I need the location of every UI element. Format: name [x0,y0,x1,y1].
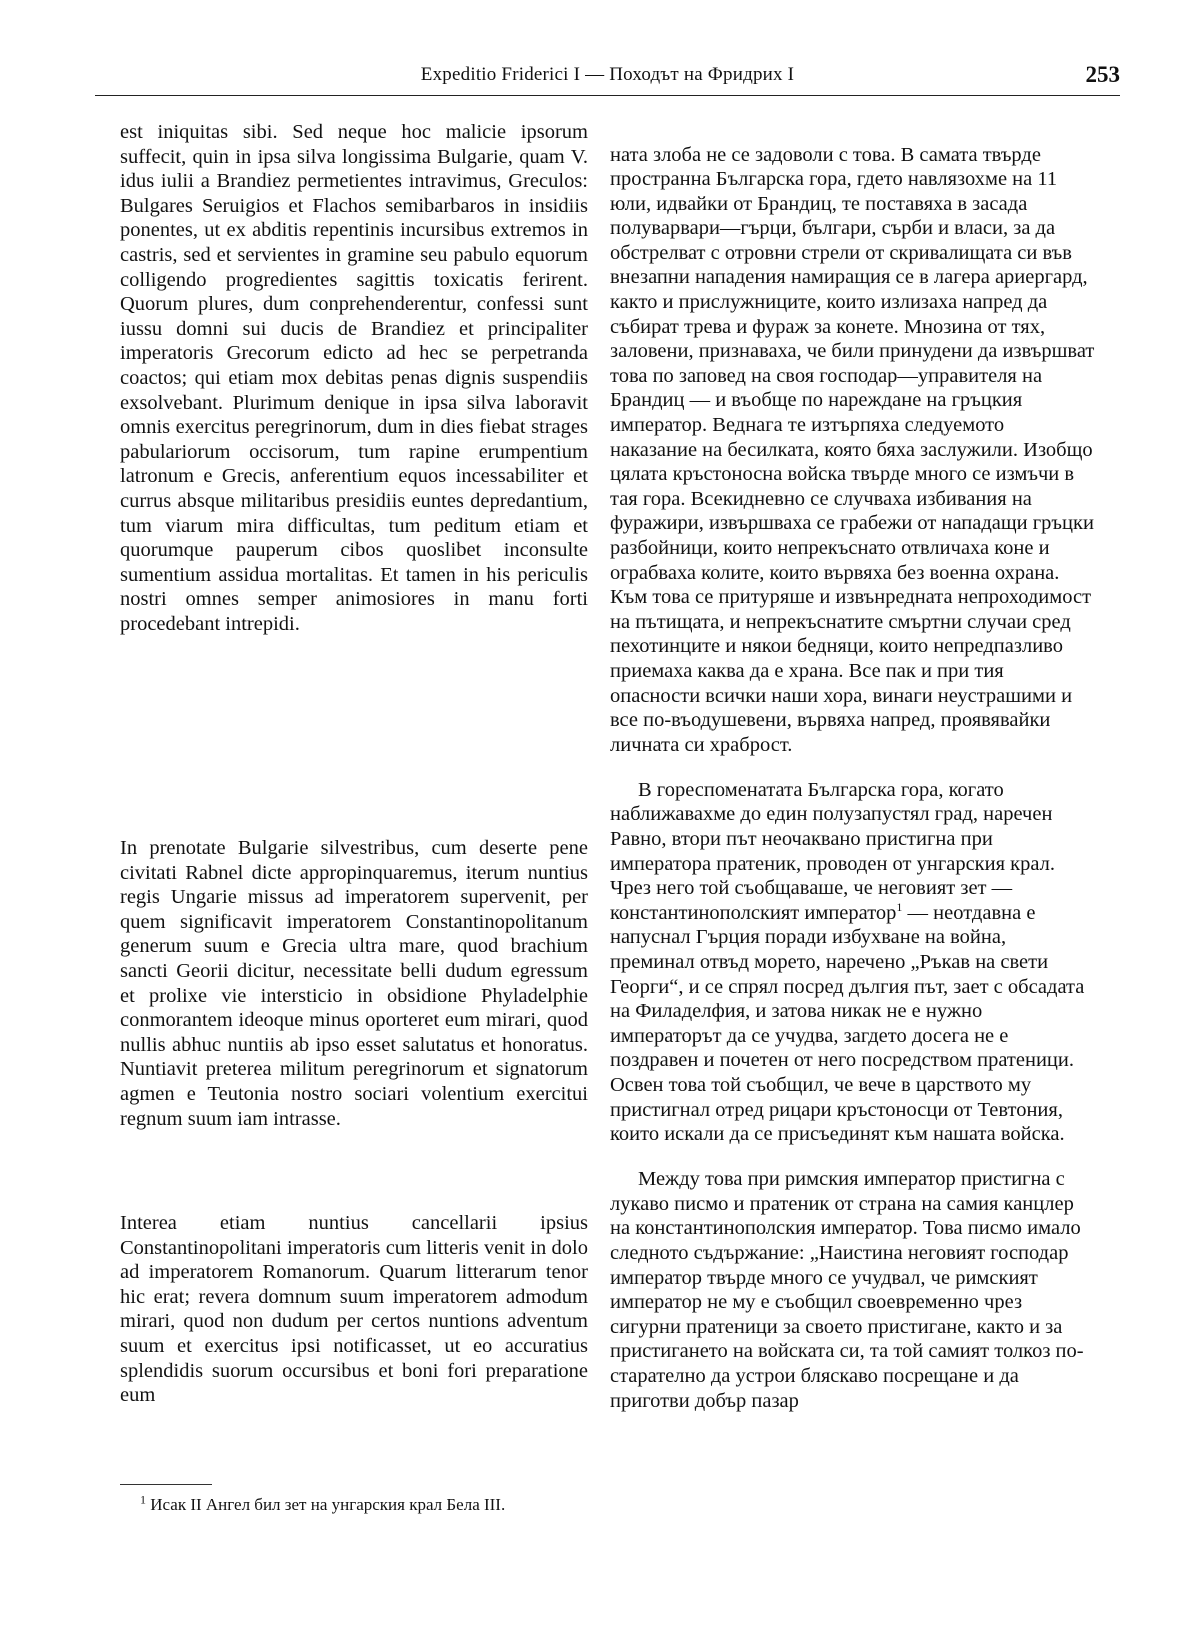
latin-column-block-1 [120,120,588,636]
bulgarian-paragraph-3: Между това при римския император пристигна с лукаво писмо и пратеник от страна на самия канцлер на константинополския император. Това писмо имало следното съдържание: „Наистина неговият господар император твърде много се учудвал, че римският император не му е съобщил своевременно чрез сигурни пратеници за своето пристигане, както и за пристигането на войската си, та той самият толкоз по-старателно да устрои бляскаво посрещане и да приготви добър пазар [610,1168,1084,1412]
latin-column-block-3 [120,1211,588,1408]
bulgarian-paragraph-2-text-b: — неотдавна е напуснал Гърция поради избухване на война, преминал отвъд морето, наречено „Ръкав на свети Георги“, и се спрял посред дългия път, зает с обсадата на Филаделфия, и затова никак не е нужно императорът да се учудва, загдето досега не е поздравен и почетен от него посредством пратеници. Освен това той съобщил, че вече в царството му пристигнал отред рицари кръстоносци от Тевтония, които искали да се присъединят към нашата войска. [610,901,1085,1146]
latin-paragraph-3: Interea etiam nuntius cancellarii ipsius Constantinopolitani imperatoris cum litteris venit in dolo ad imperatorem Romanorum. Quarum litterarum tenor hic erat; revera domnum suum imperatorem admodum mirari, quod non dudum per certos nuntions adventum suum et exercitus ipsi notificasset, ut eo accuratius splendidis suorum occursibus et boni fori preparatione eum [120,1212,588,1407]
latin-paragraph-1: est iniquitas sibi. Sed neque hoc malicie ipsorum suffecit, quin in ipsa silva longissima Bulgarie, quam V. idus iulii a Brandiez permetientes intravimus, Greculos: Bulgares Seruigios et Flachos semibarbaros in insidiis ponentes, ut ex abditis repentinis incursibus extremos in castris, sed et servientes in gramine seu pabulo equorum colligendo progredientes sagittis toxicatis ferirent. Quorum plures, dum conprehenderentur, confessi sunt iussu domni sui ducis de Brandiez et principaliter imperatoris Grecorum edicto ad hec se perpetranda coactos; qui etiam mox debitas penas dignis suspendiis exsolvebant. Plurimum denique in ipsa silva laboravit omnis exercitus peregrinorum, dum in dies fiebat strages pabulariorum occisorum, tum rapine erumpentium latronum e Grecis, anferentium equos incessabiliter et currus absque militaribus presidiis euntes depredantium, tum viarum mira difficultas, tum peditum etiam et quorumque pauperum cibos quoslibet inconsulte sumentium assidua mortalitas. Et tamen in his periculis nostri omnes semper animosiores in manu forti procedebant intrepidi. [120,121,588,635]
footnote-reference: 1 [896,899,903,914]
bulgarian-paragraph-1: ната злоба не се задоволи с това. В самата твърде пространна Българска гора, гдето навлязохме на 11 юли, идвайки от Брандиц, те поставяха в засада полуварвари—гърци, българи, сърби и власи, за да обстрелват с отровни стрели от скривалищата си във внезапни нападения намиращия се в лагера ариергард, както и прислужниците, които излизаха напред да събират трева и фураж за конете. Мнозина от тях, заловени, признаваха, че били принудени да извършват това по заповед на своя господар—управителя на Брандиц — и въобще по нареждане на гръцкия император. Веднага те изтърпяха следуемото наказание на бесилката, която бяха заслужили. Изобщо цялата кръстоносна войска твърде много се измъчи в тая гора. Всекидневно се случваха избивания на фуражири, извършваха се грабежи от нападащи гръцки разбойници, които непрекъснато отвличаха коне и ограбваха колите, които вървяха без военна охрана. Към това се притуряше и извънредната непроходимост на пътищата, и непрекъснатите смъртни случаи сред пехотинците и някои бедняци, които непредпазливо приемаха каква да е храна. Все пак и при тия опасности всички наши хора, винаги неустрашими и все по-въодушевени, вървяха напред, проявявайки личната си храброст. [610,143,1095,756]
latin-column-block-2 [120,836,588,1131]
running-header [95,62,1120,96]
footnote-text: Исак II Ангел бил зет на унгарския крал Бела III. [146,1495,506,1514]
footnote [140,1492,506,1515]
header-rule [95,95,1120,96]
latin-paragraph-2: In prenotate Bulgarie silvestribus, cum deserte pene civitati Rabnel dicte appropinquaremus, iterum nuntius regis Ungarie missus ad imperatorem supervenit, per quem significavit imperatorem Constantinopolitanum generum suum e Grecia ultra mare, quod brachium sancti Georii dicitur, necessitate belli dudum egressum et prolixe vie intersticio in obsidione Phyladelphie conmorantem ideoque minus oporteret eum mirari, quod nullis abhuc nuntiis ab ipso esset salutatus et honoratus. Nuntiavit preterea militum peregrinorum et signatorum agmen e Teutonia nostro sociari volentium exercitui regnum suum iam intrasse. [120,837,588,1130]
header-title: Expeditio Friderici I — Походът на Фридрих I [420,64,795,85]
footnote-rule [120,1484,212,1485]
footnote-marker: 1 [140,1492,146,1507]
bulgarian-paragraph-2-text-a: В гореспоменатата Българска гора, когато наближавахме до един полузапустял град, наречен Равно, втори път неочаквано пристигна при императора пратеник, проводен от унгарския крал. Чрез него той съобщаваше, че неговият зет — константинополският император [610,778,1056,924]
bulgarian-paragraph-2 [610,778,1095,1147]
bulgarian-column [610,122,1095,1434]
page-number: 253 [1085,62,1120,87]
